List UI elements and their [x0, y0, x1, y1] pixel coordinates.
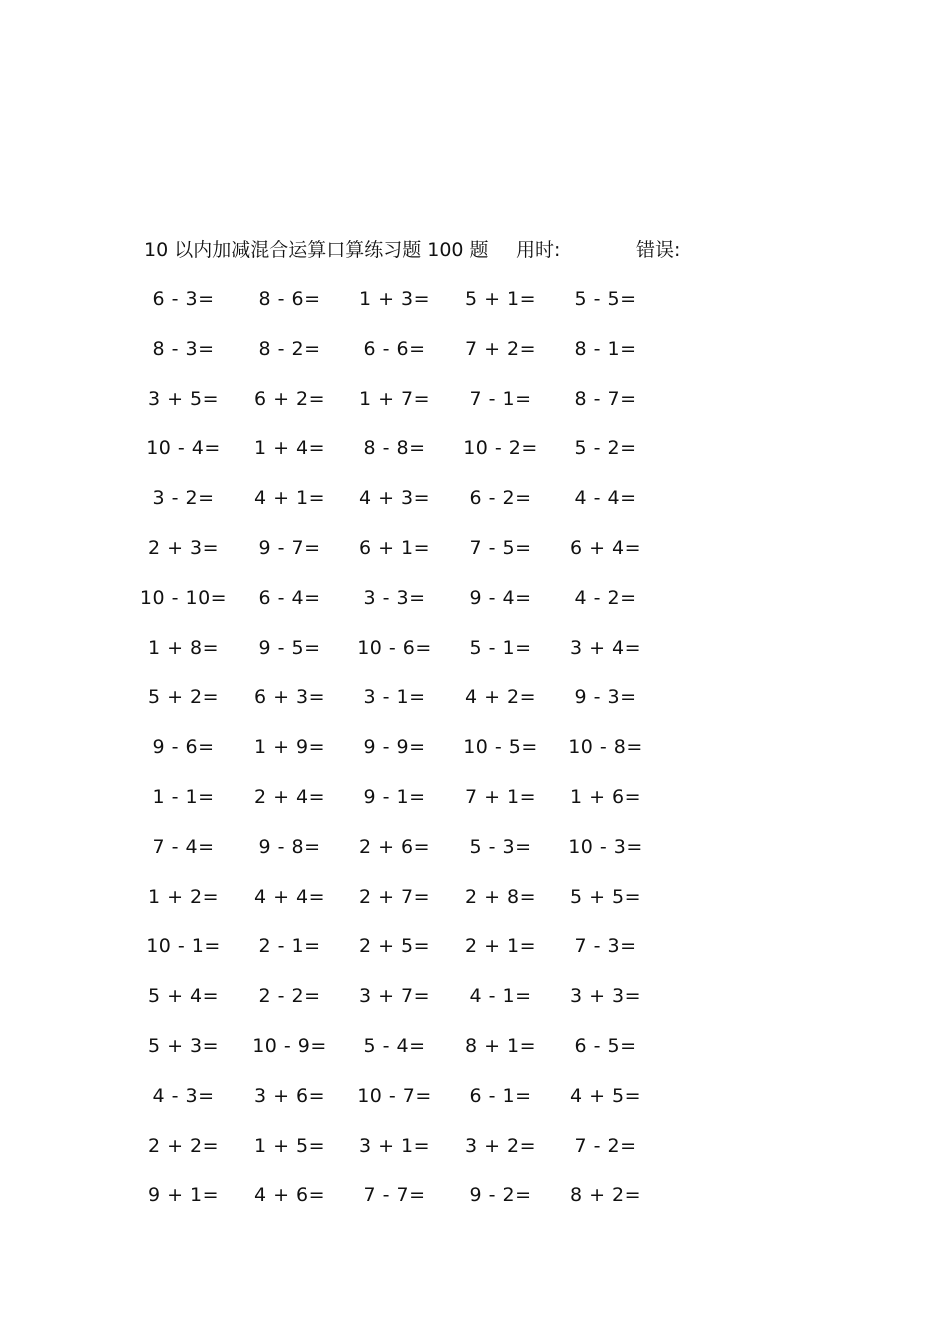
problem-item: 9 - 8= — [258, 835, 321, 858]
problem-item: 10 - 7= — [357, 1084, 432, 1107]
problem-item: 10 - 8= — [568, 736, 643, 759]
problem-item: 7 - 7= — [363, 1184, 426, 1207]
worksheet-title: 10 以内加减混合运算口算练习题 100 题 — [144, 239, 489, 261]
problem-row — [0, 782, 950, 832]
problem-item: 6 + 3= — [253, 686, 326, 709]
problem-row — [0, 682, 950, 732]
problem-item: 4 - 1= — [469, 985, 532, 1008]
problem-item: 9 - 4= — [469, 586, 532, 609]
problem-item: 3 + 3= — [569, 985, 642, 1008]
problem-item: 5 + 2= — [147, 686, 220, 709]
problem-item: 3 - 2= — [152, 487, 215, 510]
problem-row — [0, 583, 950, 633]
problem-item: 9 + 1= — [147, 1184, 220, 1207]
problem-row — [0, 1180, 950, 1230]
problem-item: 3 + 5= — [147, 387, 220, 410]
problem-row — [0, 981, 950, 1031]
problem-item: 2 + 1= — [464, 935, 537, 958]
problem-item: 7 - 5= — [469, 536, 532, 559]
problem-item: 6 + 4= — [569, 536, 642, 559]
problem-item: 1 + 8= — [147, 636, 220, 659]
problem-row — [0, 433, 950, 483]
problem-item: 6 + 1= — [358, 536, 431, 559]
problem-item: 6 + 2= — [253, 387, 326, 410]
worksheet-header — [144, 236, 764, 264]
problem-item: 10 - 10= — [139, 586, 228, 609]
problem-item: 8 + 1= — [464, 1034, 537, 1057]
problem-row — [0, 1081, 950, 1131]
problem-item: 5 + 3= — [147, 1034, 220, 1057]
problem-item: 3 + 2= — [464, 1134, 537, 1157]
problem-row — [0, 1031, 950, 1081]
problem-item: 5 + 5= — [569, 885, 642, 908]
problem-item: 2 - 2= — [258, 985, 321, 1008]
errors-label: 错误: — [636, 239, 681, 261]
problem-item: 9 - 1= — [363, 785, 426, 808]
problem-item: 1 + 2= — [147, 885, 220, 908]
problem-item: 10 - 2= — [463, 437, 538, 460]
problem-item: 8 - 1= — [574, 337, 637, 360]
problem-item: 10 - 3= — [568, 835, 643, 858]
problem-item: 6 - 4= — [258, 586, 321, 609]
problem-item: 7 - 1= — [469, 387, 532, 410]
problem-item: 2 + 3= — [147, 536, 220, 559]
problem-item: 1 + 9= — [253, 736, 326, 759]
problem-item: 5 + 1= — [464, 288, 537, 310]
problem-item: 7 + 2= — [464, 337, 537, 360]
problem-row — [0, 533, 950, 583]
problem-item: 8 - 6= — [258, 288, 321, 310]
problem-item: 10 - 6= — [357, 636, 432, 659]
problem-item: 9 - 3= — [574, 686, 637, 709]
problem-item: 3 + 1= — [358, 1134, 431, 1157]
problem-item: 5 - 5= — [574, 288, 637, 310]
problem-item: 2 - 1= — [258, 935, 321, 958]
problem-row — [0, 1131, 950, 1181]
problem-item: 6 - 5= — [574, 1034, 637, 1057]
problem-item: 5 - 4= — [363, 1034, 426, 1057]
problem-item: 1 + 6= — [569, 785, 642, 808]
problem-item: 2 + 4= — [253, 785, 326, 808]
problem-item: 2 + 2= — [147, 1134, 220, 1157]
problem-item: 7 + 1= — [464, 785, 537, 808]
problem-item: 1 + 4= — [253, 437, 326, 460]
problem-item: 7 - 2= — [574, 1134, 637, 1157]
problem-item: 6 - 1= — [469, 1084, 532, 1107]
problem-item: 8 - 7= — [574, 387, 637, 410]
problem-item: 8 - 8= — [363, 437, 426, 460]
problem-item: 10 - 9= — [252, 1034, 327, 1057]
problem-row — [0, 284, 950, 334]
problem-item: 2 + 5= — [358, 935, 431, 958]
problem-row — [0, 633, 950, 683]
problem-item: 1 + 7= — [358, 387, 431, 410]
problem-item: 5 + 4= — [147, 985, 220, 1008]
problem-item: 9 - 2= — [469, 1184, 532, 1207]
problem-item: 5 - 3= — [469, 835, 532, 858]
problem-item: 4 - 2= — [574, 586, 637, 609]
problem-grid — [0, 284, 950, 1230]
problem-item: 2 + 6= — [358, 835, 431, 858]
problem-item: 3 + 4= — [569, 636, 642, 659]
problem-item: 10 - 5= — [463, 736, 538, 759]
problem-item: 8 + 2= — [569, 1184, 642, 1207]
problem-item: 7 - 3= — [574, 935, 637, 958]
problem-item: 6 - 3= — [152, 288, 215, 310]
problem-item: 10 - 4= — [146, 437, 221, 460]
problem-item: 4 + 1= — [253, 487, 326, 510]
problem-row — [0, 882, 950, 932]
problem-row — [0, 732, 950, 782]
problem-item: 4 - 4= — [574, 487, 637, 510]
problem-item: 4 + 3= — [358, 487, 431, 510]
problem-item: 5 - 1= — [469, 636, 532, 659]
time-used-label: 用时: — [516, 239, 561, 261]
problem-item: 5 - 2= — [574, 437, 637, 460]
problem-item: 7 - 4= — [152, 835, 215, 858]
problem-item: 4 - 3= — [152, 1084, 215, 1107]
problem-row — [0, 384, 950, 434]
problem-item: 2 + 7= — [358, 885, 431, 908]
problem-item: 3 + 6= — [253, 1084, 326, 1107]
problem-item: 10 - 1= — [146, 935, 221, 958]
problem-item: 9 - 7= — [258, 536, 321, 559]
problem-item: 8 - 3= — [152, 337, 215, 360]
problem-item: 3 + 7= — [358, 985, 431, 1008]
problem-item: 3 - 3= — [363, 586, 426, 609]
problem-item: 9 - 6= — [152, 736, 215, 759]
problem-item: 8 - 2= — [258, 337, 321, 360]
problem-item: 2 + 8= — [464, 885, 537, 908]
problem-item: 4 + 4= — [253, 885, 326, 908]
problem-item: 4 + 2= — [464, 686, 537, 709]
problem-item: 9 - 9= — [363, 736, 426, 759]
problem-row — [0, 483, 950, 533]
problem-item: 4 + 5= — [569, 1084, 642, 1107]
problem-item: 1 + 5= — [253, 1134, 326, 1157]
problem-item: 9 - 5= — [258, 636, 321, 659]
problem-item: 3 - 1= — [363, 686, 426, 709]
problem-item: 4 + 6= — [253, 1184, 326, 1207]
problem-row — [0, 334, 950, 384]
problem-row — [0, 832, 950, 882]
problem-item: 6 - 6= — [363, 337, 426, 360]
problem-item: 1 + 3= — [358, 288, 431, 310]
problem-item: 1 - 1= — [152, 785, 215, 808]
problem-item: 6 - 2= — [469, 487, 532, 510]
problem-row — [0, 931, 950, 981]
